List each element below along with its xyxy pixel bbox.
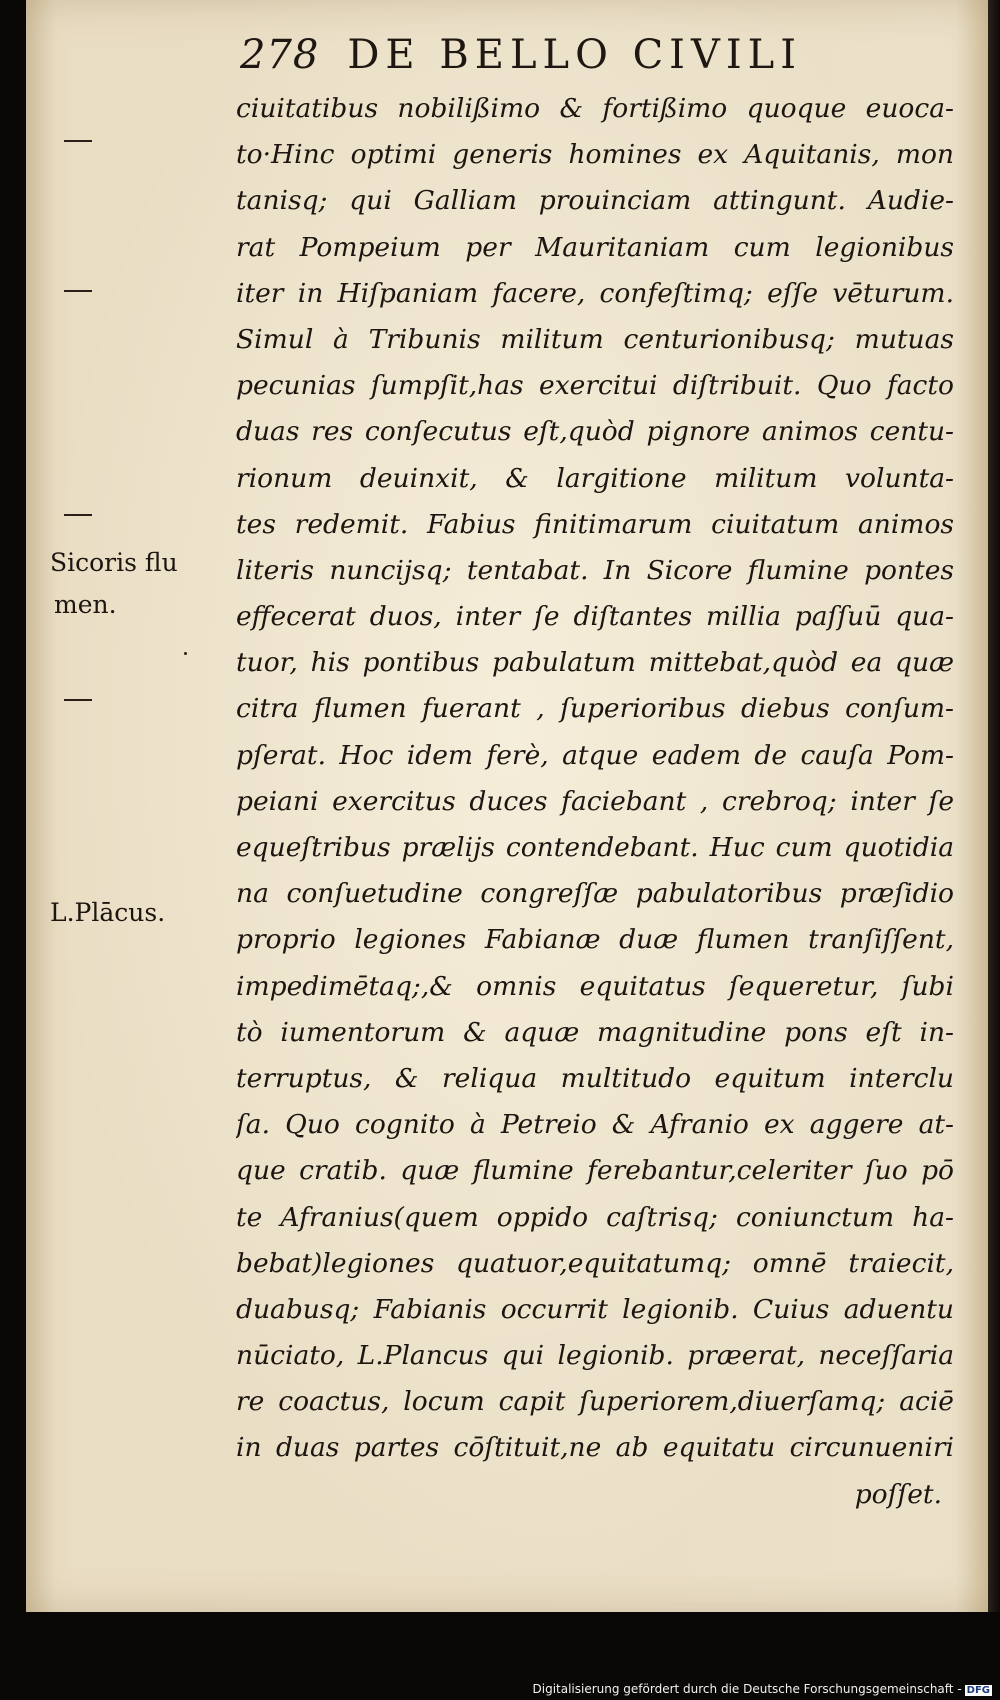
text-line: tes redemit. Fabius finitimarum ciuitatum animos — [236, 508, 954, 540]
text-line: Simul à Tribunis militum centurionibusq; mutuas — [236, 323, 954, 355]
text-line: rat Pompeium per Mauritaniam cum legionibus — [236, 231, 954, 263]
text-line: impedimētaq;,& omnis equitatus ſequeretur, ſubi — [236, 970, 954, 1002]
text-line: literis nuncijsq; tentabat. In Sicore flumine pontes — [236, 554, 954, 586]
text-line: citra flumen fuerant , ſuperioribus diebus conſum- — [236, 693, 954, 725]
text-line: ciuitatibus nobilißimo & fortißimo quoque euoca- — [236, 93, 954, 124]
margin-dash-mark — [64, 290, 92, 292]
text-line: terruptus, & reliqua multitudo equitum interclu — [236, 1062, 954, 1094]
margin-dash-mark — [64, 514, 92, 516]
body-text — [236, 86, 954, 1518]
margin-note-sicoris-cont: men. — [54, 590, 117, 619]
text-line: to·Hinc optimi generis homines ex Aquitanis, mon — [236, 139, 954, 171]
margin-note-sicoris: Sicoris flu — [50, 548, 178, 577]
dfg-logo: DFG — [966, 1685, 990, 1696]
margin-note-plancus: L.Plācus. — [50, 898, 166, 927]
margin-dot-mark — [184, 652, 187, 655]
page-title: DE BELLO CIVILI — [347, 32, 803, 78]
text-line: duas res conſecutus eſt,quòd pignore animos centu- — [236, 416, 954, 448]
text-line: rionum deuinxit, & largitione militum volunta- — [236, 462, 954, 494]
text-line: tuor, his pontibus pabulatum mittebat,quòd ea quæ — [236, 647, 954, 679]
text-line: ſa. Quo cognito à Petreio & Afranio ex aggere at- — [236, 1109, 954, 1141]
page-edge-shadow — [988, 0, 1000, 1612]
text-line: iter in Hiſpaniam facere, confeſtimq; eſſe vēturum. — [236, 277, 954, 309]
catchword: poſſet. — [854, 1478, 942, 1510]
text-line: proprio legiones Fabianæ duæ flumen tranſiſſent, — [236, 924, 954, 956]
text-line: equeſtribus prælijs contendebant. Huc cum quotidia — [236, 832, 954, 863]
credit-text: Digitalisierung gefördert durch die Deutsche Forschungsgemeinschaft - — [532, 1682, 962, 1696]
margin-dash-mark — [64, 140, 92, 142]
text-line: te Afranius(quem oppido caſtrisq; coniunctum ha- — [236, 1201, 954, 1233]
text-line: pſerat. Hoc idem ferè, atque eadem de cauſa Pom- — [236, 739, 954, 771]
text-line: duabusq; Fabianis occurrit legionib. Cuius aduentu — [236, 1293, 954, 1325]
text-line: bebat)legiones quatuor,equitatumq; omnē traiecit, — [236, 1247, 954, 1279]
margin-dash-mark — [64, 699, 92, 701]
text-line: na conſuetudine congreſſæ pabulatoribus præſidio — [236, 878, 954, 910]
text-line: re coactus, locum capit ſuperiorem,diuerſamq; aciē — [236, 1386, 954, 1418]
text-line: nūciato, L.Plancus qui legionib. præerat, neceſſaria — [236, 1340, 954, 1372]
digitization-credit — [533, 1682, 993, 1696]
text-line: peiani exercitus duces faciebant , crebroq; inter ſe — [236, 785, 954, 817]
text-line: in duas partes cōſtituit,ne ab equitatu circunueniri — [236, 1432, 954, 1464]
text-line: tò iumentorum & aquæ magnitudine pons eſt in- — [236, 1016, 954, 1048]
book-page — [26, 0, 988, 1612]
text-line: effecerat duos, inter ſe diſtantes millia paſſuū qua- — [236, 601, 954, 633]
text-line: tanisq; qui Galliam prouinciam attingunt. Audie- — [236, 185, 954, 217]
text-line: que cratib. quæ flumine ferebantur,celeriter ſuo pō — [236, 1155, 954, 1187]
text-line: pecunias ſumpſit,has exercitui diſtribuit. Quo facto — [236, 370, 954, 402]
running-head — [240, 32, 948, 78]
page-number: 278 — [240, 32, 320, 78]
